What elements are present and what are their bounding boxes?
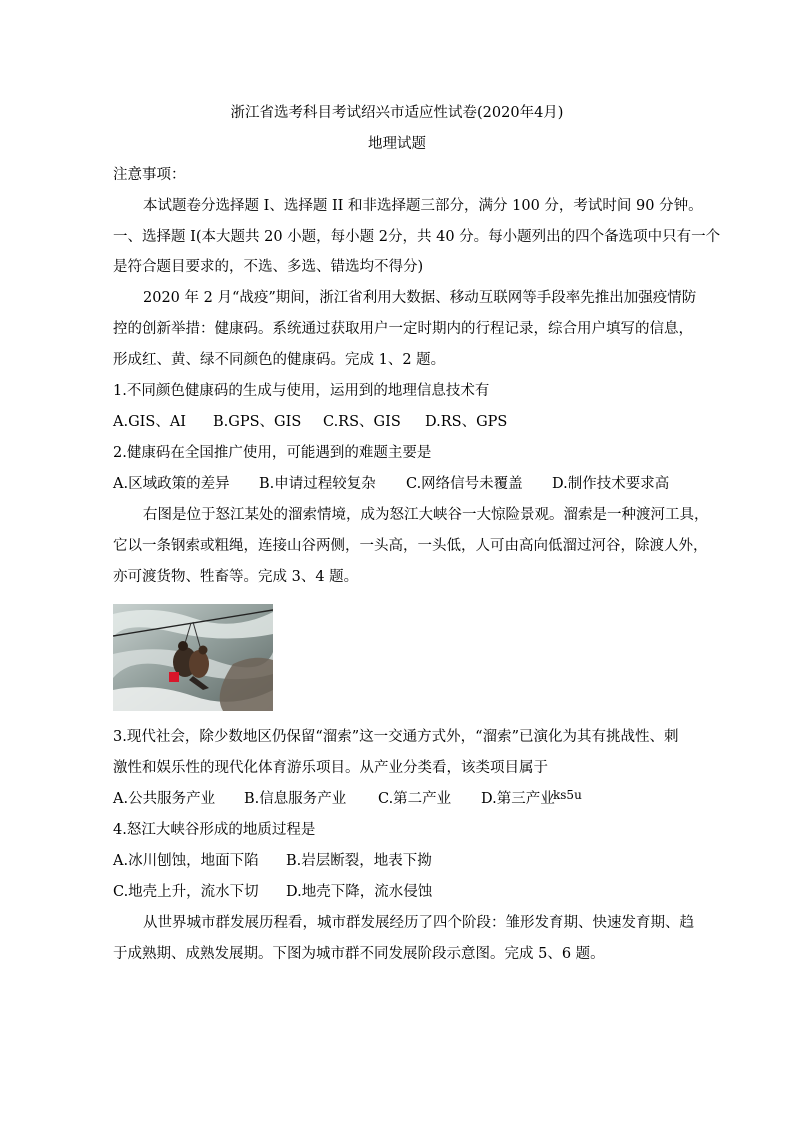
question-4-stem: 4.怒江大峡谷形成的地质过程是 [113, 822, 316, 838]
passage1-line: 2020 年 2 月“战疫”期间，浙江省利用大数据、移动互联网等手段率先推出加强疫情防 [143, 290, 697, 306]
question-1-stem: 1.不同颜色健康码的生成与使用，运用到的地理信息技术有 [113, 383, 490, 399]
q1-option-b: B.GPS、GIS [213, 414, 302, 430]
q4-option-d: D.地壳下降，流水侵蚀 [286, 884, 433, 900]
q3-option-a: A.公共服务产业 [113, 791, 216, 807]
q1-option-a: A.GIS、AI [113, 414, 187, 430]
passage3-line: 于成熟期、成熟发展期。下图为城市群不同发展阶段示意图。完成 5、6 题。 [113, 946, 605, 962]
q3-option-d: D.第三产业 [481, 791, 555, 807]
notice-text: 本试题卷分选择题 I、选择题 II 和非选择题三部分，满分 100 分，考试时间 90 分钟。 [143, 198, 703, 214]
q1-option-d: D.RS、GPS [425, 414, 508, 430]
watermark-text: ks5u [553, 788, 582, 802]
section1-instruction: 一、选择题 I(本大题共 20 小题，每小题 2分，共 40 分。每小题列出的四个备选项中只有一个 [113, 229, 721, 245]
q2-option-b: B.申请过程较复杂 [259, 476, 376, 492]
passage3-line: 从世界城市群发展历程看，城市群发展经历了四个阶段：雏形发育期、快速发育期、趋 [143, 915, 694, 931]
q2-option-d: D.制作技术要求高 [552, 476, 670, 492]
q4-option-c: C.地壳上升，流水下切 [113, 884, 259, 900]
q4-option-b: B.岩层断裂，地表下拗 [286, 853, 432, 869]
zipline-illustration [113, 604, 273, 711]
passage2-line: 右图是位于怒江某处的溜索情境，成为怒江大峡谷一大惊险景观。溜索是一种渡河工具， [143, 507, 709, 523]
q4-option-a: A.冰川刨蚀，地面下陷 [113, 853, 259, 869]
question-3-stem: 3.现代社会，除少数地区仍保留“溜索”这一交通方式外，“溜索”已演化为其有挑战性、刺 [113, 729, 679, 745]
exam-title: 浙江省选考科目考试绍兴市适应性试卷(2020年4月) [230, 105, 564, 121]
question-2-stem: 2.健康码在全国推广使用，可能遇到的难题主要是 [113, 445, 432, 461]
exam-subtitle: 地理试题 [368, 136, 426, 152]
q2-option-c: C.网络信号未覆盖 [406, 476, 523, 492]
q2-option-a: A.区域政策的差异 [113, 476, 230, 492]
section1-instruction-cont: 是符合题目要求的，不选、多选、错选均不得分) [113, 259, 424, 275]
q3-option-b: B.信息服务产业 [244, 791, 347, 807]
zipline-photo [113, 604, 273, 711]
passage2-line: 亦可渡货物、牲畜等。完成 3、4 题。 [113, 569, 359, 585]
question-3-stem-cont: 激性和娱乐性的现代化体育游乐项目。从产业分类看，该类项目属于 [113, 760, 548, 776]
passage2-line: 它以一条钢索或粗绳，连接山谷两侧，一头高，一头低，人可由高向低溜过河谷，除渡人外， [113, 538, 708, 554]
q1-option-c: C.RS、GIS [323, 414, 401, 430]
passage1-line: 控的创新举措：健康码。系统通过获取用户一定时期内的行程记录，综合用户填写的信息， [113, 321, 693, 337]
passage1-line: 形成红、黄、绿不同颜色的健康码。完成 1、2 题。 [113, 352, 446, 368]
q3-option-c: C.第二产业 [378, 791, 452, 807]
notice-heading: 注意事项： [113, 167, 186, 183]
